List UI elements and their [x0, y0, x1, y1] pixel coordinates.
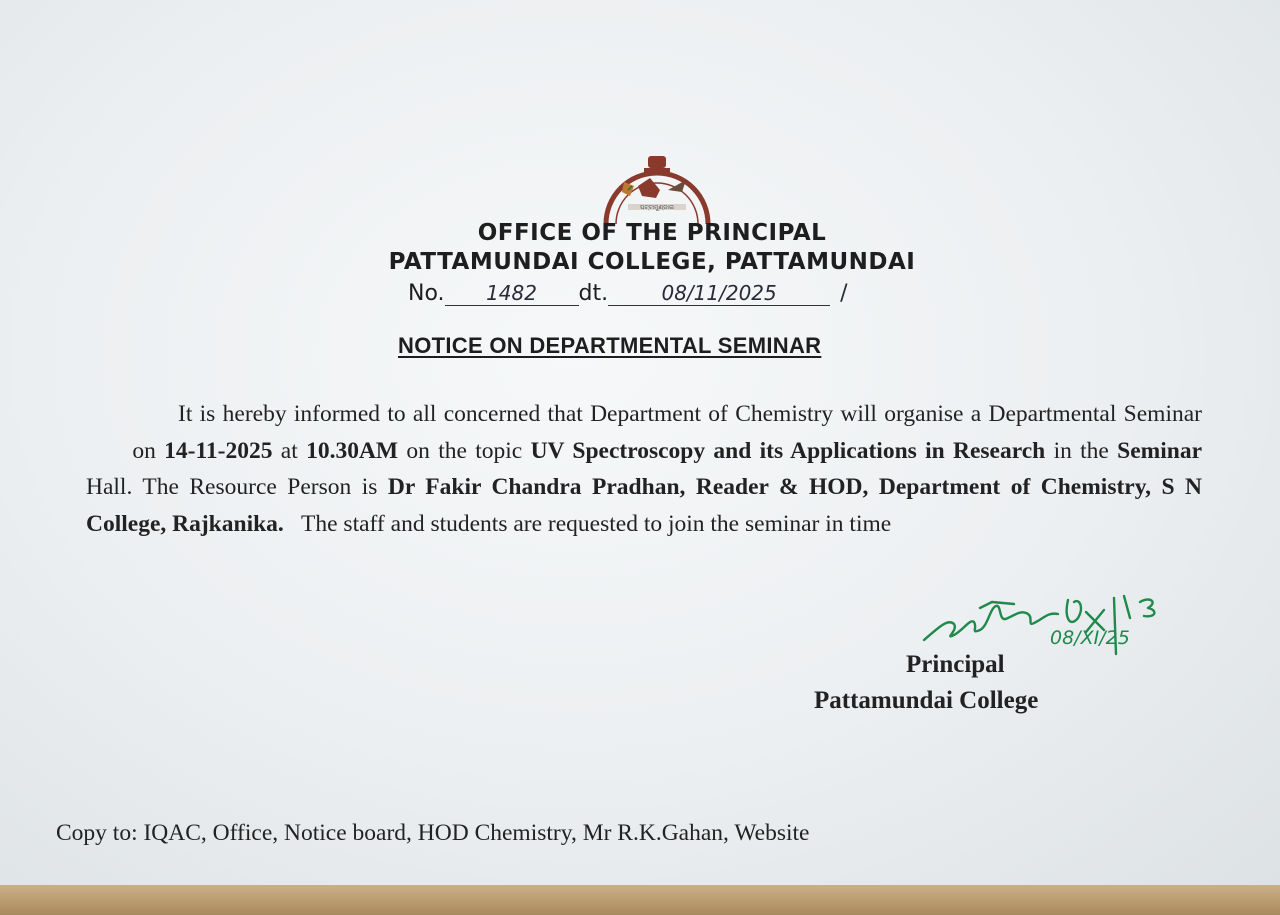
body-text-4: on the topic: [406, 437, 523, 464]
body-text-7: The staff and students are requested to join the seminar in time: [301, 510, 892, 537]
body-text-5: in the: [1053, 437, 1109, 464]
reference-line: [408, 281, 848, 306]
seminar-topic: UV Spectroscopy and its Applications in Research: [530, 437, 1046, 464]
reference-trailing-mark: /: [840, 281, 848, 306]
body-text-2: on: [132, 437, 156, 464]
seminar-venue: Seminar: [1117, 437, 1203, 464]
signatory-title: Principal: [906, 651, 1005, 678]
reference-no-label: No.: [408, 281, 445, 306]
reference-no-value: 1482: [445, 281, 579, 306]
body-text-3: at: [280, 437, 298, 464]
body-text-1: It is hereby informed to all concerned that Department of Chemistry will organise a Departmental Seminar: [178, 401, 1202, 427]
reference-date-label: dt.: [578, 281, 609, 306]
reference-date-value: 08/11/2025: [608, 281, 830, 306]
svg-text:ପଟ୍ଟାମୁଣ୍ଡାଇ: ପଟ୍ଟାମୁଣ୍ଡାଇ: [639, 204, 675, 211]
signatory-college: Pattamundai College: [814, 687, 1039, 714]
resource-person: Dr Fakir Chandra Pradhan, Reader & HOD, Department of Chemistry, S N College, Rajkanika.: [86, 474, 1203, 537]
body-text-6: Hall. The Resource Person is: [86, 474, 378, 500]
notice-heading: NOTICE ON DEPARTMENTAL SEMINAR: [398, 333, 822, 358]
signature-date: 08/XI/25: [1050, 627, 1130, 649]
notice-body: [86, 396, 1202, 542]
seminar-time: 10.30AM: [306, 437, 399, 464]
college-title: PATTAMUNDAI COLLEGE, PATTAMUNDAI: [388, 249, 916, 275]
table-surface: [0, 885, 1280, 915]
seminar-date: 14-11-2025: [164, 437, 273, 464]
college-emblem-icon: [598, 146, 716, 226]
copy-to-line: Copy to: IQAC, Office, Notice board, HOD Chemistry, Mr R.K.Gahan, Website: [56, 820, 810, 846]
office-title: OFFICE OF THE PRINCIPAL: [477, 220, 827, 246]
